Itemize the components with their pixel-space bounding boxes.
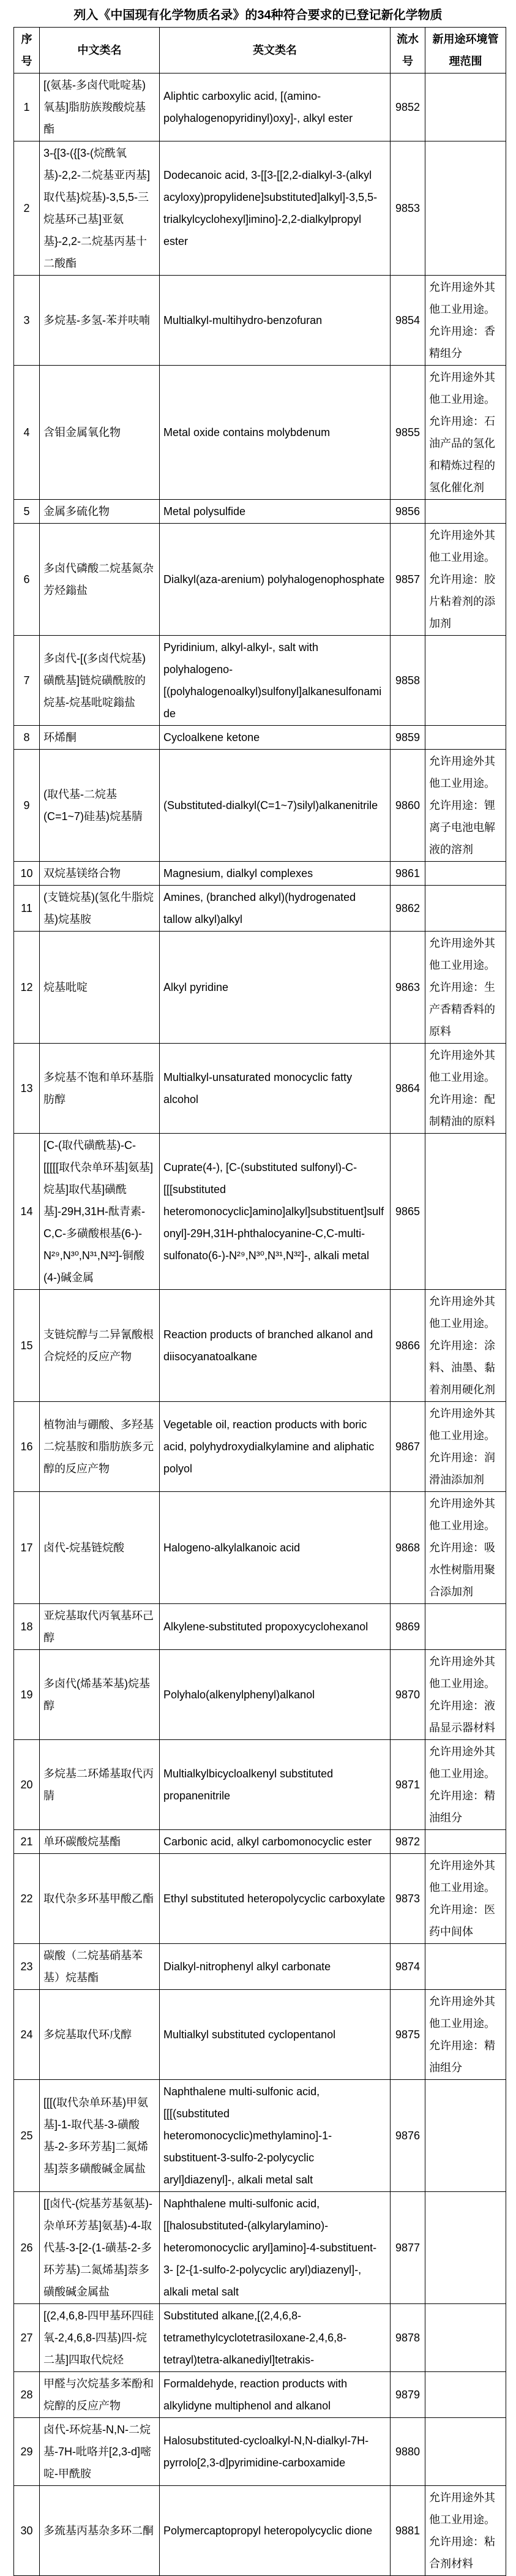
chinese-class-name-cell: 支链烷醇与二异氰酸根合烷烃的反应产物 [40,1290,160,1402]
row-number-cell: 4 [14,366,40,500]
english-class-name-cell: Metal polysulfide [160,500,391,524]
table-row [14,932,506,1044]
serial-number-cell: 9870 [391,1650,425,1740]
row-number-cell: 25 [14,2080,40,2192]
serial-number-cell: 9866 [391,1290,425,1402]
row-number-cell: 22 [14,1854,40,1944]
chinese-class-name-cell: [(2,4,6,8-四甲基环四硅氧-2,4,6,8-四基)四-烷二基]四取代烷烃 [40,2304,160,2372]
row-number-cell: 23 [14,1944,40,1990]
english-class-name-cell: Amines, (branched alkyl)(hydrogenated tallow alkyl)alkyl [160,886,391,932]
serial-number-cell: 9872 [391,1830,425,1854]
chinese-class-name-cell: 金属多硫化物 [40,500,160,524]
table-row [14,1854,506,1944]
english-class-name-cell: Alkyl pyridine [160,932,391,1044]
row-number-cell: 1 [14,73,40,141]
serial-number-cell: 9880 [391,2418,425,2486]
table-row [14,500,506,524]
serial-number-cell: 9855 [391,366,425,500]
row-number-cell: 17 [14,1492,40,1604]
table-row [14,1650,506,1740]
table-row [14,750,506,862]
table-row [14,2192,506,2304]
english-class-name-cell: Formaldehyde, reaction products with alkylidyne multiphenol and alkanol [160,2372,391,2418]
chinese-class-name-cell: 碳酸（二烷基硝基苯基）烷基酯 [40,1944,160,1990]
row-number-cell: 15 [14,1290,40,1402]
table-row [14,1044,506,1134]
serial-number-cell: 9873 [391,1854,425,1944]
management-scope-cell: 允许用途外其他工业用途。允许用途：涂料、油墨、黏着剂用硬化剂 [425,1290,506,1402]
english-class-name-cell: Alkylene-substituted propoxycyclohexanol [160,1604,391,1650]
management-scope-cell: 允许用途外其他工业用途。允许用途：胶片粘着剂的添加剂 [425,524,506,636]
chinese-class-name-cell: (支链烷基)(氢化牛脂烷基)烷基胺 [40,886,160,932]
management-scope-cell [425,2192,506,2304]
table-row [14,636,506,726]
row-number-cell: 9 [14,750,40,862]
management-scope-cell [425,1830,506,1854]
row-number-cell: 24 [14,1990,40,2080]
management-scope-cell [425,2080,506,2192]
english-class-name-cell: Naphthalene multi-sulfonic acid, [[halosubstituted-(alkylarylamino)-heteromonocyclic aryl]amino]-4-substituent-3- [2-{1-sulfo-2-polycyclic aryl)diazenyl]-, alkali metal salt [160,2192,391,2304]
header-row [14,28,506,73]
table-row [14,73,506,141]
english-class-name-cell: Multialkyl substituted cyclopentanol [160,1990,391,2080]
table-row [14,366,506,500]
english-class-name-cell: Metal oxide contains molybdenum [160,366,391,500]
table-row [14,141,506,276]
serial-number-cell: 9860 [391,750,425,862]
management-scope-cell: 允许用途外其他工业用途。允许用途：粘合剂材料 [425,2486,506,2576]
english-class-name-cell: Cuprate(4-), [C-(substituted sulfonyl)-C-[[[substituted heteromonocyclic]amino]alkyl]substituent]sulfonyl]-29H,31H-phthalocyanine-C,C-multi-sulfonato(6-)-N²⁹,N³⁰,N³¹,N³²]-, alkali metal [160,1134,391,1290]
table-header [14,28,506,73]
table-row [14,1134,506,1290]
row-number-cell: 29 [14,2418,40,2486]
chinese-class-name-cell: 环烯酮 [40,726,160,750]
serial-number-cell: 9869 [391,1604,425,1650]
table-row [14,524,506,636]
chinese-class-name-cell: (取代基-二烷基(C=1~7)硅基)烷基腈 [40,750,160,862]
row-number-cell: 19 [14,1650,40,1740]
management-scope-cell [425,141,506,276]
header-english-class-name: 英文类名 [160,28,391,73]
english-class-name-cell: Vegetable oil, reaction products with boric acid, polyhydroxydialkylamine and aliphatic polyol [160,1402,391,1492]
management-scope-cell [425,1944,506,1990]
management-scope-cell [425,862,506,886]
chinese-class-name-cell: 烷基吡啶 [40,932,160,1044]
english-class-name-cell: Carbonic acid, alkyl carbomonocyclic ester [160,1830,391,1854]
serial-number-cell: 9861 [391,862,425,886]
english-class-name-cell: Magnesium, dialkyl complexes [160,862,391,886]
table-row [14,2372,506,2418]
table-row [14,2080,506,2192]
serial-number-cell: 9852 [391,73,425,141]
chinese-class-name-cell: 多巯基丙基杂多环二酮 [40,2486,160,2576]
management-scope-cell [425,1134,506,1290]
serial-number-cell: 9881 [391,2486,425,2576]
chinese-class-name-cell: 卤代-烷基链烷酸 [40,1492,160,1604]
header-row-number: 序号 [14,28,40,73]
serial-number-cell: 9871 [391,1740,425,1830]
serial-number-cell: 9859 [391,726,425,750]
management-scope-cell [425,500,506,524]
english-class-name-cell: Polymercaptopropyl heteropolycyclic dione [160,2486,391,2576]
table-row [14,726,506,750]
serial-number-cell: 9877 [391,2192,425,2304]
english-class-name-cell: Halogeno-alkylalkanoic acid [160,1492,391,1604]
serial-number-cell: 9858 [391,636,425,726]
serial-number-cell: 9864 [391,1044,425,1134]
table-row [14,1944,506,1990]
table-body [14,73,506,2576]
row-number-cell: 2 [14,141,40,276]
management-scope-cell [425,2372,506,2418]
serial-number-cell: 9857 [391,524,425,636]
chinese-class-name-cell: 多烷基不饱和单环基脂肪醇 [40,1044,160,1134]
english-class-name-cell: Dialkyl(aza-arenium) polyhalogenophosphate [160,524,391,636]
page-title: 列入《中国现有化学物质名录》的34种符合要求的已登记新化学物质 [73,9,443,22]
chinese-class-name-cell: 单环碳酸烷基酯 [40,1830,160,1854]
english-class-name-cell: Aliphtic carboxylic acid, [(amino-polyhalogenopyridinyl)oxy]-, alkyl ester [160,73,391,141]
management-scope-cell [425,73,506,141]
english-class-name-cell: Substituted alkane,[(2,4,6,8-tetramethylcyclotetrasiloxane-2,4,6,8-tetrayl)tetra-alkanediyl]tetrakis- [160,2304,391,2372]
management-scope-cell: 允许用途外其他工业用途。允许用途：生产香精香料的原料 [425,932,506,1044]
row-number-cell: 30 [14,2486,40,2576]
english-class-name-cell: Naphthalene multi-sulfonic acid, [[[(substituted heteromonocyclic)methylamino]-1-substituent-3-sulfo-2-polycyclic aryl]diazenyl]-, alkali metal salt [160,2080,391,2192]
chinese-class-name-cell: 多卤代(烯基苯基)烷基醇 [40,1650,160,1740]
english-class-name-cell: Ethyl substituted heteropolycyclic carboxylate [160,1854,391,1944]
row-number-cell: 20 [14,1740,40,1830]
english-class-name-cell: Dialkyl-nitrophenyl alkyl carbonate [160,1944,391,1990]
management-scope-cell [425,726,506,750]
serial-number-cell: 9862 [391,886,425,932]
serial-number-cell: 9867 [391,1402,425,1492]
row-number-cell: 11 [14,886,40,932]
table-row [14,276,506,366]
chinese-class-name-cell: 植物油与硼酸、多羟基二烷基胺和脂肪族多元醇的反应产物 [40,1402,160,1492]
chinese-class-name-cell: [[卤代-(烷基芳基氨基)-杂单环芳基]氨基)-4-取代基-3-[2-(1-磺基-2-多环芳基)二氮烯基]萘多磺酸碱金属盐 [40,2192,160,2304]
management-scope-cell: 允许用途外其他工业用途。允许用途：锂离子电池电解液的溶剂 [425,750,506,862]
serial-number-cell: 9875 [391,1990,425,2080]
management-scope-cell: 允许用途外其他工业用途。允许用途：液晶显示器材料 [425,1650,506,1740]
chinese-class-name-cell: [[[(取代杂单环基)甲氨基]-1-取代基-3-磺酸基-2-多环芳基]二氮烯基]萘多磺酸碱金属盐 [40,2080,160,2192]
row-number-cell: 10 [14,862,40,886]
serial-number-cell: 9863 [391,932,425,1044]
management-scope-cell: 允许用途外其他工业用途。允许用途：吸水性树脂用聚合添加剂 [425,1492,506,1604]
serial-number-cell: 9856 [391,500,425,524]
table-row [14,1492,506,1604]
table-row [14,862,506,886]
management-scope-cell: 允许用途外其他工业用途。允许用途：精油组分 [425,1990,506,2080]
management-scope-cell [425,886,506,932]
table-row [14,2486,506,2576]
chinese-class-name-cell: 取代杂多环基甲酸乙酯 [40,1854,160,1944]
chinese-class-name-cell: 甲醛与次烷基多苯酚和烷醇的反应产物 [40,2372,160,2418]
english-class-name-cell: Multialkyl-unsaturated monocyclic fatty alcohol [160,1044,391,1134]
serial-number-cell: 9853 [391,141,425,276]
chinese-class-name-cell: 亚烷基取代丙氧基环己醇 [40,1604,160,1650]
chinese-class-name-cell: [C-(取代磺酰基)-C-[[[[[取代杂单环基]氨基]烷基]取代基]磺酰基]-29H,31H-酞青素-C,C-多磺酸根基(6-)-N²⁹,N³⁰,N³¹,N³²]-铜酸(4-)碱金属 [40,1134,160,1290]
serial-number-cell: 9868 [391,1492,425,1604]
english-class-name-cell: Cycloalkene ketone [160,726,391,750]
table-row [14,1990,506,2080]
table-row [14,1604,506,1650]
table-row [14,1402,506,1492]
english-class-name-cell: Multialkylbicycloalkenyl substituted propanenitrile [160,1740,391,1830]
chinese-class-name-cell: 多烷基二环烯基取代丙腈 [40,1740,160,1830]
row-number-cell: 27 [14,2304,40,2372]
chinese-class-name-cell: 3-{[3-({[3-(烷酰氧基)-2,2-二烷基亚丙基]取代基}烷基)-3,5,5-三烷基环己基]亚氨基}-2,2-二烷基丙基十二酸酯 [40,141,160,276]
table-row [14,2304,506,2372]
table-row [14,2418,506,2486]
chinese-class-name-cell: 含钼金属氧化物 [40,366,160,500]
management-scope-cell [425,1604,506,1650]
table-row [14,1290,506,1402]
row-number-cell: 26 [14,2192,40,2304]
row-number-cell: 21 [14,1830,40,1854]
serial-number-cell: 9865 [391,1134,425,1290]
management-scope-cell: 允许用途外其他工业用途。允许用途：配制精油的原料 [425,1044,506,1134]
serial-number-cell: 9878 [391,2304,425,2372]
chinese-class-name-cell: 多烷基-多氢-苯并呋喃 [40,276,160,366]
management-scope-cell [425,636,506,726]
chinese-class-name-cell: 双烷基镁络合物 [40,862,160,886]
row-number-cell: 18 [14,1604,40,1650]
table-row [14,1740,506,1830]
management-scope-cell: 允许用途外其他工业用途。允许用途：润滑油添加剂 [425,1402,506,1492]
header-chinese-class-name: 中文类名 [40,28,160,73]
english-class-name-cell: Reaction products of branched alkanol and diisocyanatoalkane [160,1290,391,1402]
row-number-cell: 6 [14,524,40,636]
chinese-class-name-cell: 多卤代磷酸二烷基氮杂芳烃鎓盐 [40,524,160,636]
chinese-class-name-cell: 多烷基取代环戊醇 [40,1990,160,2080]
english-class-name-cell: (Substituted-dialkyl(C=1~7)silyl)alkanenitrile [160,750,391,862]
row-number-cell: 28 [14,2372,40,2418]
row-number-cell: 7 [14,636,40,726]
row-number-cell: 8 [14,726,40,750]
management-scope-cell: 允许用途外其他工业用途。允许用途：精油组分 [425,1740,506,1830]
header-serial-number: 流水号 [391,28,425,73]
serial-number-cell: 9879 [391,2372,425,2418]
table-row [14,1830,506,1854]
row-number-cell: 14 [14,1134,40,1290]
english-class-name-cell: Multialkyl-multihydro-benzofuran [160,276,391,366]
header-management-scope: 新用途环境管理范围 [425,28,506,73]
english-class-name-cell: Pyridinium, alkyl-alkyl-, salt with polyhalogeno-[(polyhalogenoalkyl)sulfonyl]alkanesulfonamide [160,636,391,726]
chinese-class-name-cell: [(氨基-多卤代吡啶基)氧基]脂肪族羧酸烷基酯 [40,73,160,141]
substances-table [13,27,506,2576]
management-scope-cell [425,2304,506,2372]
serial-number-cell: 9874 [391,1944,425,1990]
management-scope-cell: 允许用途外其他工业用途。允许用途：香精组分 [425,276,506,366]
chinese-class-name-cell: 多卤代-[(多卤代烷基)磺酰基]链烷磺酰胺的烷基-烷基吡啶鎓盐 [40,636,160,726]
english-class-name-cell: Dodecanoic acid, 3-[[3-[[2,2-dialkyl-3-(alkyl acyloxy)propylidene]substituted]alkyl]-3,5,5-trialkylcyclohexyl]imino]-2,2-dialkylpropyl ester [160,141,391,276]
serial-number-cell: 9854 [391,276,425,366]
management-scope-cell [425,2418,506,2486]
management-scope-cell: 允许用途外其他工业用途。允许用途：石油产品的氢化和精炼过程的氢化催化剂 [425,366,506,500]
english-class-name-cell: Halosubstituted-cycloalkyl-N,N-dialkyl-7H-pyrrolo[2,3-d]pyrimidine-carboxamide [160,2418,391,2486]
row-number-cell: 5 [14,500,40,524]
row-number-cell: 16 [14,1402,40,1492]
row-number-cell: 3 [14,276,40,366]
management-scope-cell: 允许用途外其他工业用途。允许用途：医药中间体 [425,1854,506,1944]
row-number-cell: 12 [14,932,40,1044]
serial-number-cell: 9876 [391,2080,425,2192]
row-number-cell: 13 [14,1044,40,1134]
chinese-class-name-cell: 卤代-环烷基-N,N-二烷基-7H-吡咯并[2,3-d]嘧啶-甲酰胺 [40,2418,160,2486]
table-row [14,886,506,932]
english-class-name-cell: Polyhalo(alkenylphenyl)alkanol [160,1650,391,1740]
